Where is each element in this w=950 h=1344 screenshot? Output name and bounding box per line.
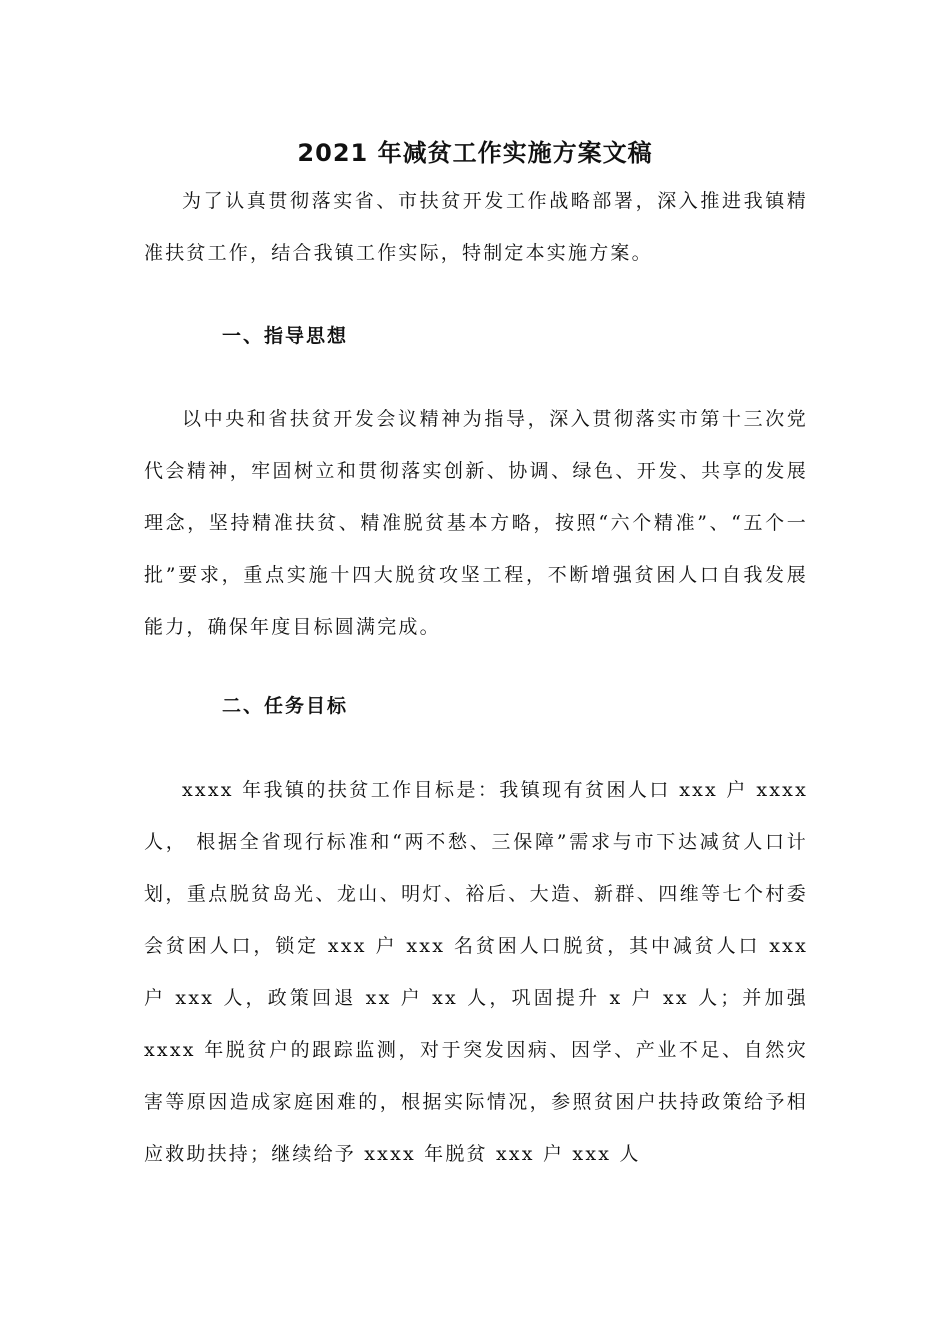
document-title: 2021 年减贫工作实施方案文稿 [297,139,653,167]
section-paragraph-task-goals: xxxx 年我镇的扶贫工作目标是：我镇现有贫困人口 xxx 户 xxxx 人， 根据全省现行标准和“两不愁、三保障”需求与市下达减贫人口计划，重点脱贫岛光、龙山、明灯、裕后、大造、新群、四维等七个村委会贫困人口，锁定 xxx 户 xxx 名贫困人口脱贫，其中减贫人口 xxx 户 xxx 人，政策回退 xx 户 xx 人，巩固提升 x 户 xx 人；并加强 xxxx 年脱贫户的跟踪监测，对于突发因病、因学、产业不足、自然灾害等原因造成家庭困难的，根据实际情况，参照贫困户扶持政策给予相应救助扶持；继续给予 xxxx 年脱贫 xxx 户 xxx 人 [144,779,808,1164]
section-paragraph-guiding-ideology: 以中央和省扶贫开发会议精神为指导，深入贯彻落实市第十三次党代会精神，牢固树立和贯彻落实创新、协调、绿色、开发、共享的发展理念，坚持精准扶贫、精准脱贫基本方略，按照“六个精准”、“五个一批”要求，重点实施十四大脱贫攻坚工程，不断增强贫困人口自我发展能力，确保年度目标圆满完成。 [144,408,808,638]
intro-paragraph: 为了认真贯彻落实省、市扶贫开发工作战略部署，深入推进我镇精准扶贫工作，结合我镇工作实际，特制定本实施方案。 [144,190,808,264]
section-heading-guiding-ideology: 一、指导思想 [222,325,349,347]
section-heading-task-goals: 二、任务目标 [222,695,349,717]
